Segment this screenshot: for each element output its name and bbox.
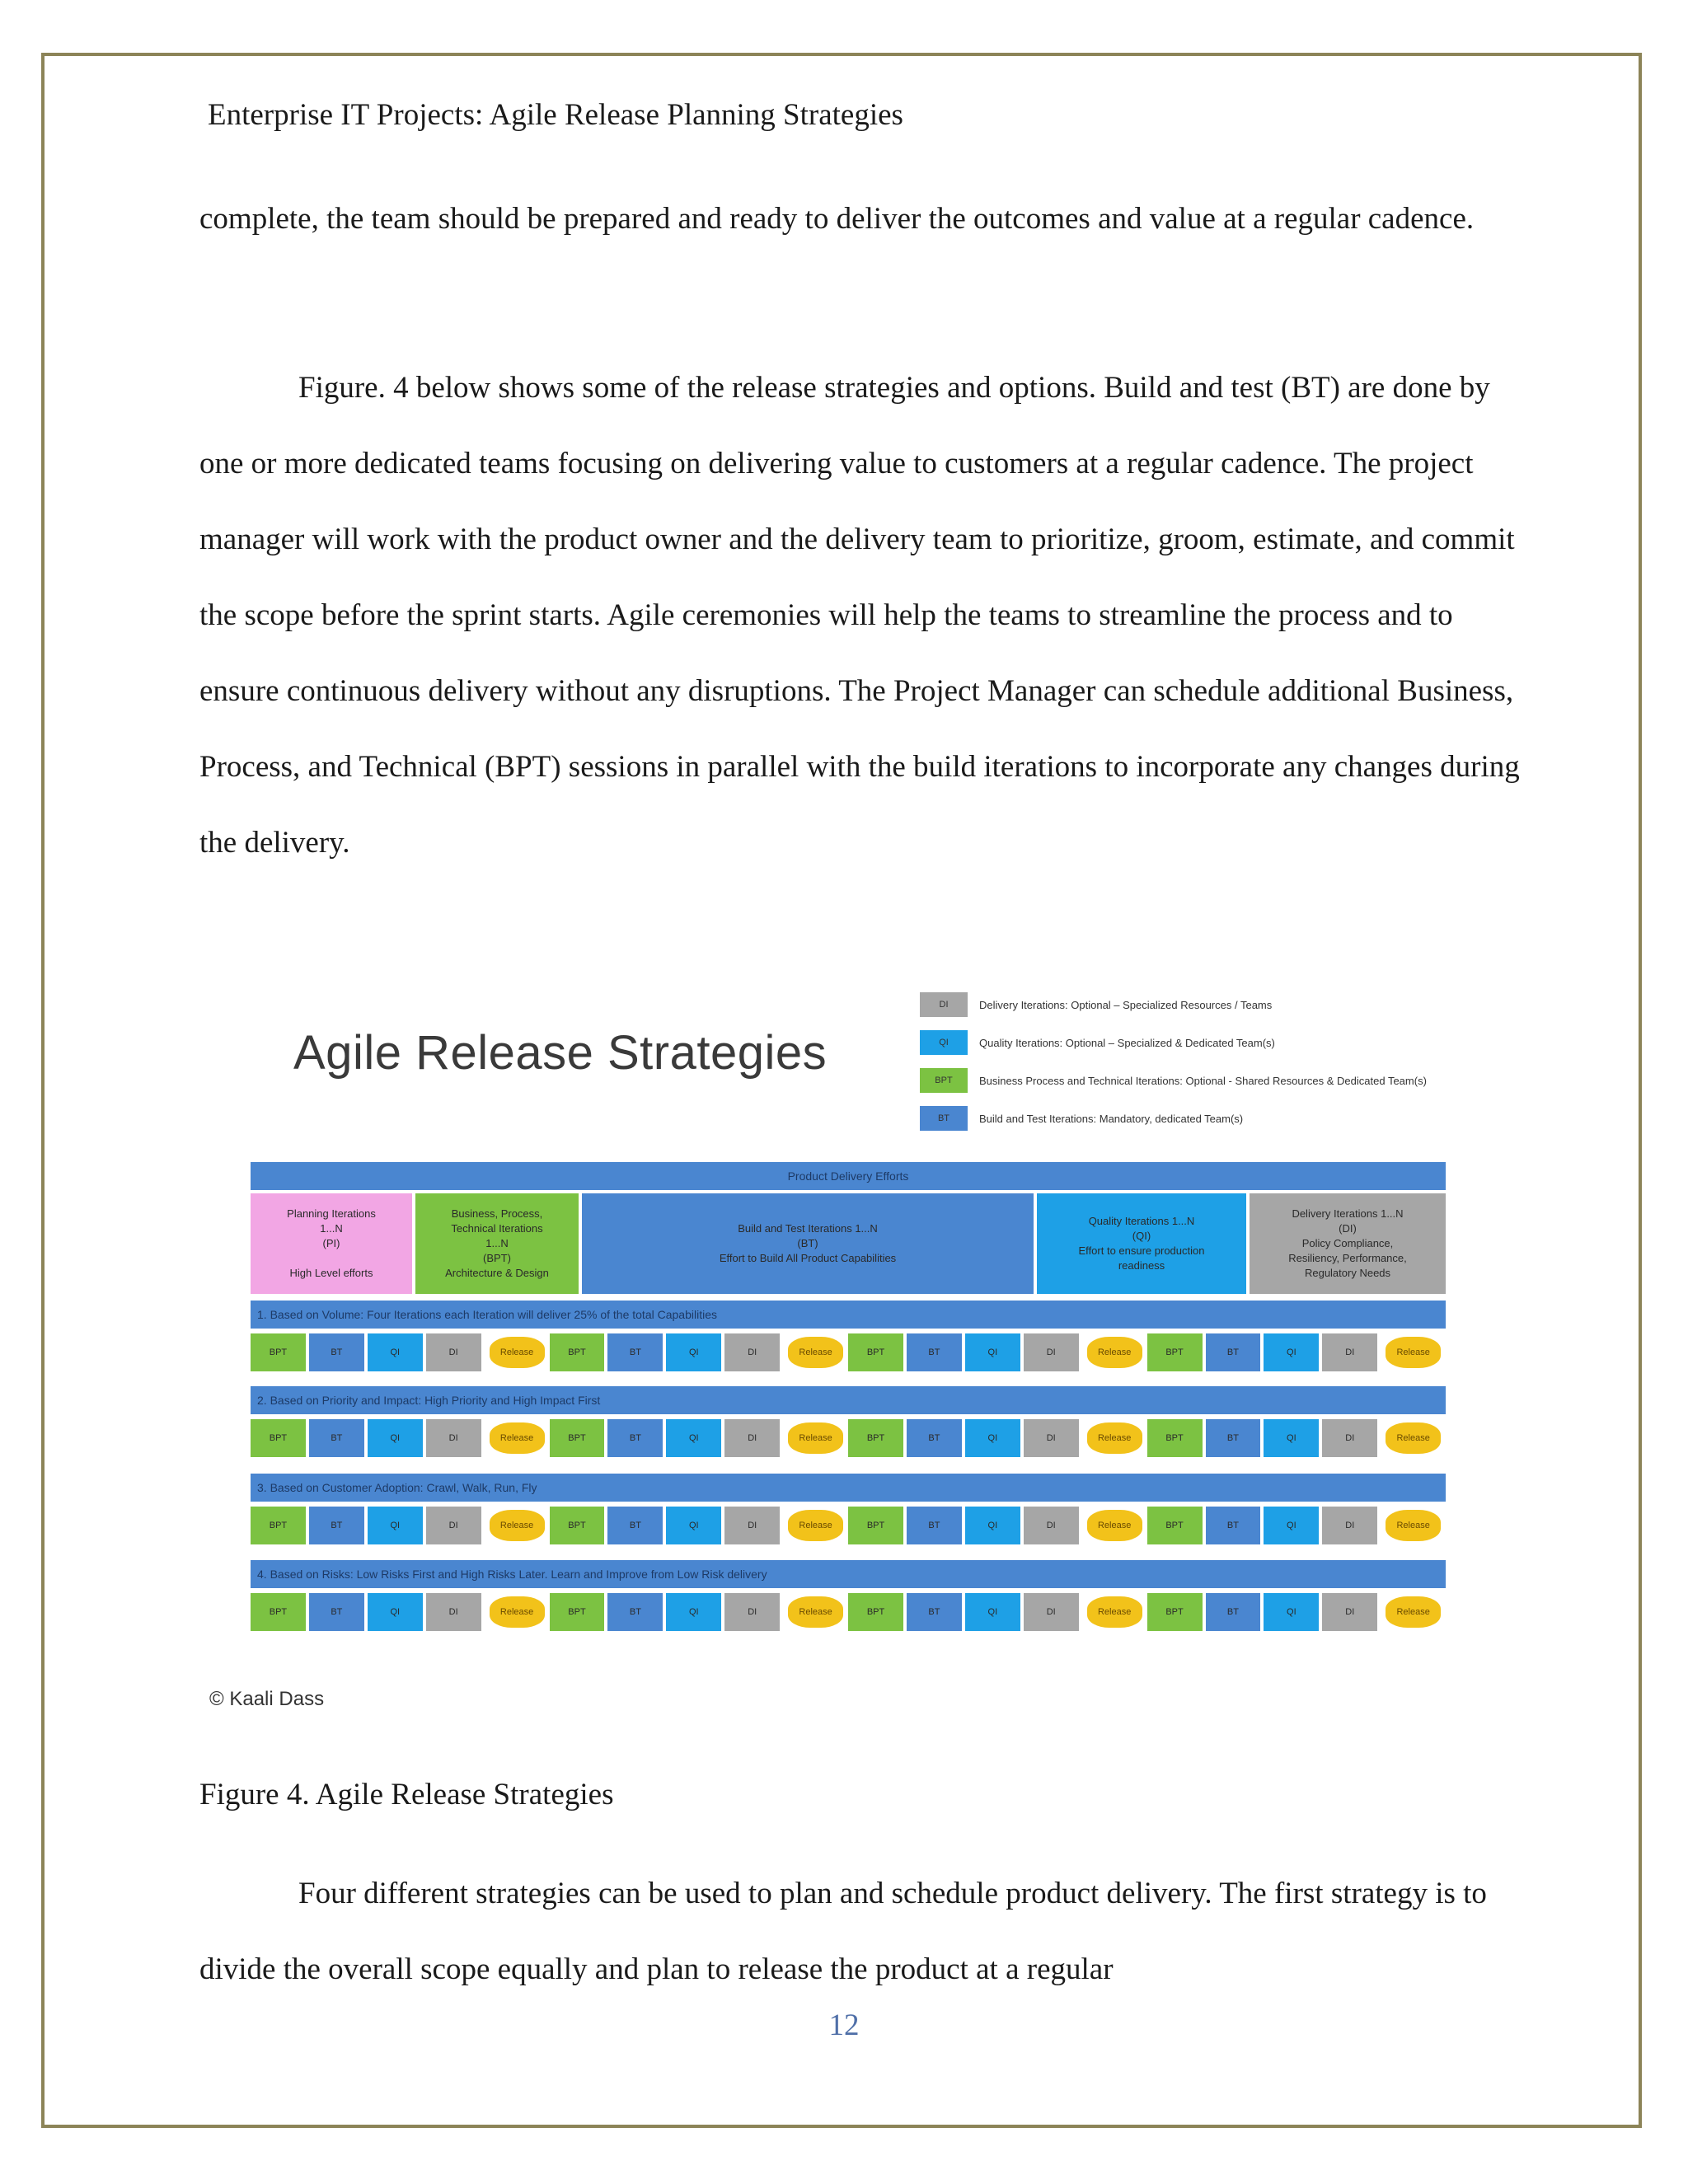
iteration-cell: BT [309, 1419, 364, 1457]
legend-swatch: BT [920, 1106, 968, 1131]
iteration-cell: QI [1264, 1419, 1319, 1457]
legend-item [920, 1099, 1497, 1137]
release-badge: Release [1386, 1337, 1441, 1368]
iteration-cell: DI [426, 1333, 481, 1371]
iteration-cell: BPT [848, 1507, 903, 1544]
iteration-cell: DI [1024, 1333, 1079, 1371]
release-badge: Release [1087, 1422, 1142, 1454]
iteration-strip [251, 1593, 1446, 1631]
strategy-banner: 4. Based on Risks: Low Risks First and High Risks Later. Learn and Improve from Low Risk delivery [251, 1560, 1446, 1588]
iteration-cell: BPT [550, 1593, 605, 1631]
strategy-banner: 3. Based on Customer Adoption: Crawl, Walk, Run, Fly [251, 1474, 1446, 1502]
figure-agile-release-strategies [198, 986, 1492, 1727]
iteration-cell: QI [368, 1507, 423, 1544]
iteration-cell: QI [965, 1419, 1020, 1457]
iteration-cell: BT [907, 1507, 962, 1544]
iteration-cell: QI [368, 1419, 423, 1457]
iteration-cell: BPT [550, 1333, 605, 1371]
legend-item [920, 1024, 1497, 1062]
iteration-cell: BT [607, 1507, 663, 1544]
paragraph-3 [199, 1856, 1535, 2008]
iteration-cell: DI [426, 1507, 481, 1544]
iteration-cell: QI [666, 1593, 721, 1631]
column-header-line [254, 1251, 409, 1266]
iteration-strip [251, 1507, 1446, 1544]
paragraph-2 [199, 350, 1535, 881]
release-badge: Release [490, 1337, 545, 1368]
release-badge: Release [1386, 1510, 1441, 1541]
legend-item [920, 986, 1497, 1024]
legend-item [920, 1062, 1497, 1099]
iteration-cell: BPT [1147, 1333, 1203, 1371]
iteration-cell: QI [965, 1507, 1020, 1544]
iteration-cell: BT [1206, 1419, 1261, 1457]
figure-legend [920, 986, 1497, 1137]
iteration-cell: DI [1322, 1333, 1377, 1371]
column-header-line: Policy Compliance, [1301, 1237, 1394, 1249]
column-header-line: Technical Iterations [451, 1222, 543, 1235]
iteration-cell: BPT [251, 1419, 306, 1457]
column-header-line: readiness [1118, 1259, 1165, 1272]
iteration-cell: BT [1206, 1333, 1261, 1371]
column-header-line: (BPT) [483, 1252, 511, 1264]
column-header-line: Effort to Build All Product Capabilities [719, 1252, 897, 1264]
iteration-cell: DI [1322, 1593, 1377, 1631]
release-badge: Release [1386, 1596, 1441, 1628]
running-head: Enterprise IT Projects: Agile Release Planning Strategies [208, 98, 903, 132]
column-header [1250, 1193, 1446, 1294]
iteration-cell: QI [965, 1593, 1020, 1631]
iteration-cell: BPT [848, 1419, 903, 1457]
release-badge: Release [788, 1596, 843, 1628]
legend-text: Business Process and Technical Iterations: Optional - Shared Resources & Dedicated Team(s) [979, 1074, 1427, 1087]
iteration-cell: BPT [550, 1419, 605, 1457]
column-header-line: 1...N [320, 1222, 343, 1235]
iteration-cell: DI [1322, 1507, 1377, 1544]
iteration-cell: BT [1206, 1593, 1261, 1631]
iteration-cell: QI [1264, 1333, 1319, 1371]
iteration-cell: BT [607, 1593, 663, 1631]
iteration-cell: DI [1024, 1419, 1079, 1457]
iteration-cell: BT [907, 1333, 962, 1371]
iteration-cell: DI [724, 1507, 780, 1544]
iteration-cell: BT [309, 1507, 364, 1544]
iteration-cell: QI [368, 1333, 423, 1371]
iteration-cell: BPT [251, 1593, 306, 1631]
column-header-line: High Level efforts [289, 1267, 373, 1279]
column-header-line: Delivery Iterations 1...N [1292, 1207, 1404, 1220]
column-header-line: (BT) [797, 1237, 818, 1249]
iteration-cell: BT [607, 1333, 663, 1371]
release-badge: Release [490, 1596, 545, 1628]
column-header-line: Build and Test Iterations 1...N [738, 1222, 878, 1235]
release-badge: Release [1087, 1510, 1142, 1541]
paragraph-2-text: Figure. 4 below shows some of the release strategies and options. Build and test (BT) are done by one or more dedicated teams focusing on delivering value to customers at a regular cadence. The project manager will work with the product owner and the delivery team to prioritize, groom, estimate, and commit the scope before the sprint starts. Agile ceremonies will help the teams to streamline the process and to ensure continuous delivery without any disruptions. The Project Manager can schedule additional Business, Process, and Technical (BPT) sessions in parallel with the build iterations to incorporate any changes during the delivery. [199, 371, 1520, 860]
iteration-cell: BPT [251, 1507, 306, 1544]
figure-copyright: © Kaali Dass [209, 1688, 325, 1710]
iteration-cell: QI [666, 1333, 721, 1371]
page-number: 12 [828, 2008, 860, 2042]
release-badge: Release [490, 1510, 545, 1541]
column-header-line: 1...N [485, 1237, 509, 1249]
iteration-cell: BT [309, 1333, 364, 1371]
iteration-cell: QI [666, 1419, 721, 1457]
legend-swatch: QI [920, 1030, 968, 1055]
column-header-line: Architecture & Design [445, 1267, 549, 1279]
column-header-line: Effort to ensure production [1078, 1244, 1205, 1257]
release-badge: Release [1087, 1596, 1142, 1628]
iteration-strip [251, 1419, 1446, 1457]
iteration-cell: BPT [251, 1333, 306, 1371]
column-header-line: Regulatory Needs [1304, 1267, 1391, 1279]
iteration-cell: DI [426, 1419, 481, 1457]
release-badge: Release [788, 1510, 843, 1541]
column-header-line: Business, Process, [451, 1207, 543, 1220]
iteration-cell: DI [1024, 1507, 1079, 1544]
strategy-banner: 1. Based on Volume: Four Iterations each Iteration will deliver 25% of the total Capabilities [251, 1301, 1446, 1329]
strategy-banner: 2. Based on Priority and Impact: High Priority and High Impact First [251, 1386, 1446, 1414]
figure-title: Agile Release Strategies [293, 1026, 828, 1080]
release-badge: Release [788, 1422, 843, 1454]
release-badge: Release [490, 1422, 545, 1454]
iteration-cell: BPT [848, 1593, 903, 1631]
iteration-cell: BT [607, 1419, 663, 1457]
column-header-line: Quality Iterations 1...N [1088, 1215, 1195, 1227]
legend-text: Delivery Iterations: Optional – Specialized Resources / Teams [979, 998, 1273, 1011]
iteration-cell: BPT [1147, 1419, 1203, 1457]
iteration-cell: DI [724, 1333, 780, 1371]
iteration-cell: DI [1322, 1419, 1377, 1457]
iteration-cell: QI [368, 1593, 423, 1631]
iteration-cell: BT [907, 1593, 962, 1631]
legend-text: Quality Iterations: Optional – Specialized & Dedicated Team(s) [979, 1036, 1275, 1049]
iteration-cell: QI [1264, 1593, 1319, 1631]
iteration-cell: BT [309, 1593, 364, 1631]
iteration-cell: BPT [550, 1507, 605, 1544]
figure-caption: Figure 4. Agile Release Strategies [199, 1778, 614, 1811]
release-badge: Release [788, 1337, 843, 1368]
release-badge: Release [1386, 1422, 1441, 1454]
column-header-line: (DI) [1339, 1222, 1357, 1235]
iteration-cell: QI [1264, 1507, 1319, 1544]
iteration-cell: DI [724, 1593, 780, 1631]
column-header [582, 1193, 1034, 1294]
release-badge: Release [1087, 1337, 1142, 1368]
iteration-cell: QI [965, 1333, 1020, 1371]
legend-swatch: DI [920, 992, 968, 1017]
legend-text: Build and Test Iterations: Mandatory, dedicated Team(s) [979, 1112, 1244, 1125]
paragraph-1: complete, the team should be prepared and ready to deliver the outcomes and value at a regular cadence. [199, 202, 1475, 236]
iteration-cell: BPT [1147, 1593, 1203, 1631]
column-header [251, 1193, 412, 1294]
iteration-cell: BT [1206, 1507, 1261, 1544]
iteration-cell: DI [426, 1593, 481, 1631]
column-header-line: Resiliency, Performance, [1288, 1252, 1407, 1264]
iteration-strip [251, 1333, 1446, 1371]
column-header-line: (PI) [322, 1237, 340, 1249]
iteration-cell: BPT [1147, 1507, 1203, 1544]
column-header [415, 1193, 579, 1294]
paragraph-3-text: Four different strategies can be used to plan and schedule product delivery. The first strategy is to divide the overall scope equally and plan to release the product at a regular [199, 1877, 1487, 1986]
column-header-line: Planning Iterations [287, 1207, 376, 1220]
iteration-cell: DI [724, 1419, 780, 1457]
iteration-cell: DI [1024, 1593, 1079, 1631]
column-header-line: (QI) [1132, 1230, 1151, 1242]
product-delivery-banner: Product Delivery Efforts [251, 1162, 1446, 1190]
iteration-cell: BT [907, 1419, 962, 1457]
legend-swatch: BPT [920, 1068, 968, 1093]
column-header [1037, 1193, 1246, 1294]
iteration-cell: BPT [848, 1333, 903, 1371]
iteration-cell: QI [666, 1507, 721, 1544]
